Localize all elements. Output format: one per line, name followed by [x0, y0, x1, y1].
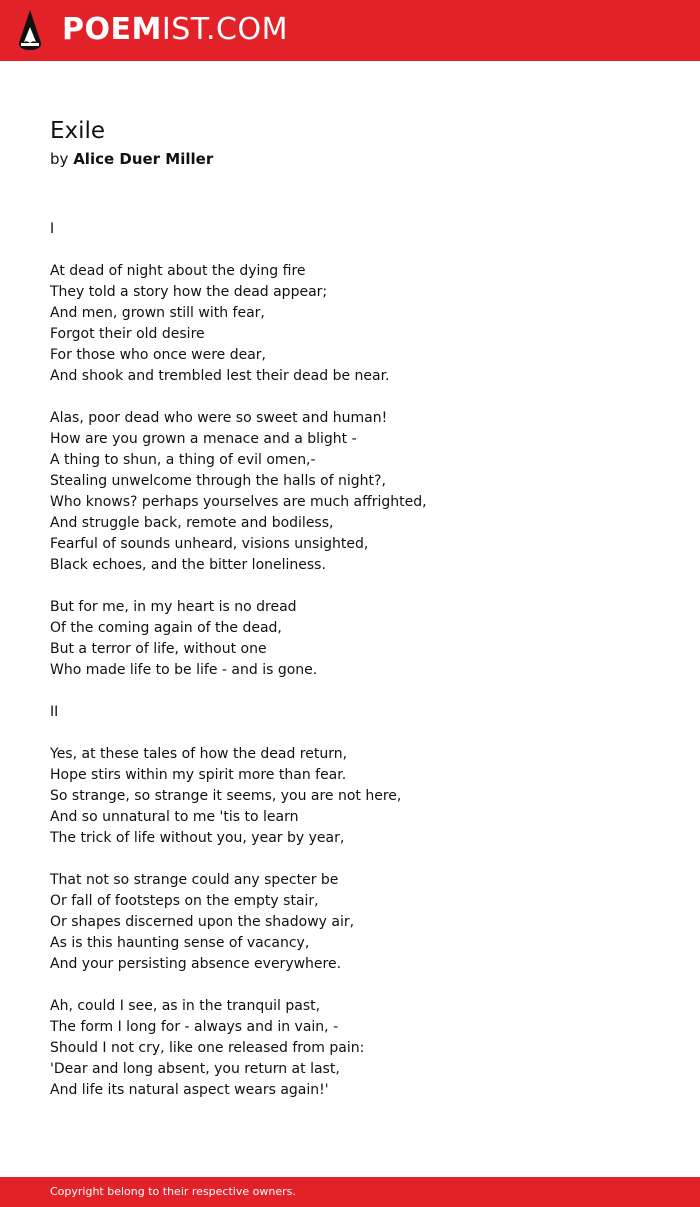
poem-line: And so unnatural to me 'tis to learn — [50, 809, 299, 825]
byline — [50, 149, 213, 169]
poem-line: Fearful of sounds unheard, visions unsighted, — [50, 536, 369, 552]
poem-line: That not so strange could any specter be — [50, 872, 339, 888]
stanza-gap — [50, 849, 670, 870]
poem-line: And shook and trembled lest their dead be near. — [50, 368, 390, 384]
poem-line: How are you grown a menace and a blight - — [50, 431, 357, 447]
poem-line: The form I long for - always and in vain, - — [50, 1019, 339, 1035]
poem-line: Of the coming again of the dead, — [50, 620, 282, 636]
poem-title: Exile — [50, 118, 106, 144]
poem-line: Who made life to be life - and is gone. — [50, 662, 318, 678]
poem-line: For those who once were dear, — [50, 347, 267, 363]
poem-line: Or fall of footsteps on the empty stair, — [50, 893, 319, 909]
poem-line: They told a story how the dead appear; — [50, 284, 328, 300]
poem-line: So strange, so strange it seems, you are not here, — [50, 788, 402, 804]
pen-nib-logo-icon[interactable] — [18, 9, 42, 51]
poem-line: Forgot their old desire — [50, 326, 205, 342]
poem-line: As is this haunting sense of vacancy, — [50, 935, 310, 951]
site-header — [0, 0, 700, 61]
poem-line: Yes, at these tales of how the dead return, — [50, 746, 348, 762]
byline-prefix: by — [50, 150, 69, 168]
poem-line: Hope stirs within my spirit more than fear. — [50, 767, 347, 783]
stanza-gap — [50, 681, 670, 702]
site-logo-text[interactable] — [62, 12, 288, 48]
poem-line: II — [50, 704, 59, 720]
poem-line: 'Dear and long absent, you return at last, — [50, 1061, 340, 1077]
poem-line: Or shapes discerned upon the shadowy air, — [50, 914, 355, 930]
stanza-gap — [50, 387, 670, 408]
stanza-gap — [50, 975, 670, 996]
copyright-text: Copyright belong to their respective owners. — [50, 1185, 296, 1198]
poem-line: Who knows? perhaps yourselves are much affrighted, — [50, 494, 427, 510]
stanza-gap — [50, 576, 670, 597]
poem-line: But for me, in my heart is no dread — [50, 599, 297, 615]
poem-line: And your persisting absence everywhere. — [50, 956, 342, 972]
poem-line: A thing to shun, a thing of evil omen,- — [50, 452, 316, 468]
poem-line: At dead of night about the dying fire — [50, 263, 306, 279]
poem-body — [50, 219, 670, 1101]
brand-bold-text: POEM — [62, 12, 162, 47]
poem-line: And men, grown still with fear, — [50, 305, 265, 321]
site-footer — [0, 1177, 700, 1207]
poem-line: Should I not cry, like one released from pain: — [50, 1040, 365, 1056]
poem-line: And struggle back, remote and bodiless, — [50, 515, 334, 531]
author-name: Alice Duer Miller — [73, 150, 214, 168]
poem-line: Black echoes, and the bitter loneliness. — [50, 557, 326, 573]
poem-line: I — [50, 221, 55, 237]
brand-light-text: IST.COM — [161, 12, 288, 47]
stanza-gap — [50, 240, 670, 261]
poem-line: And life its natural aspect wears again!' — [50, 1082, 329, 1098]
poem-line: Ah, could I see, as in the tranquil past, — [50, 998, 321, 1014]
stanza-gap — [50, 723, 670, 744]
poem-line: But a terror of life, without one — [50, 641, 267, 657]
poem-line: Stealing unwelcome through the halls of night?, — [50, 473, 386, 489]
poem-line: The trick of life without you, year by year, — [50, 830, 345, 846]
poem-line: Alas, poor dead who were so sweet and human! — [50, 410, 388, 426]
